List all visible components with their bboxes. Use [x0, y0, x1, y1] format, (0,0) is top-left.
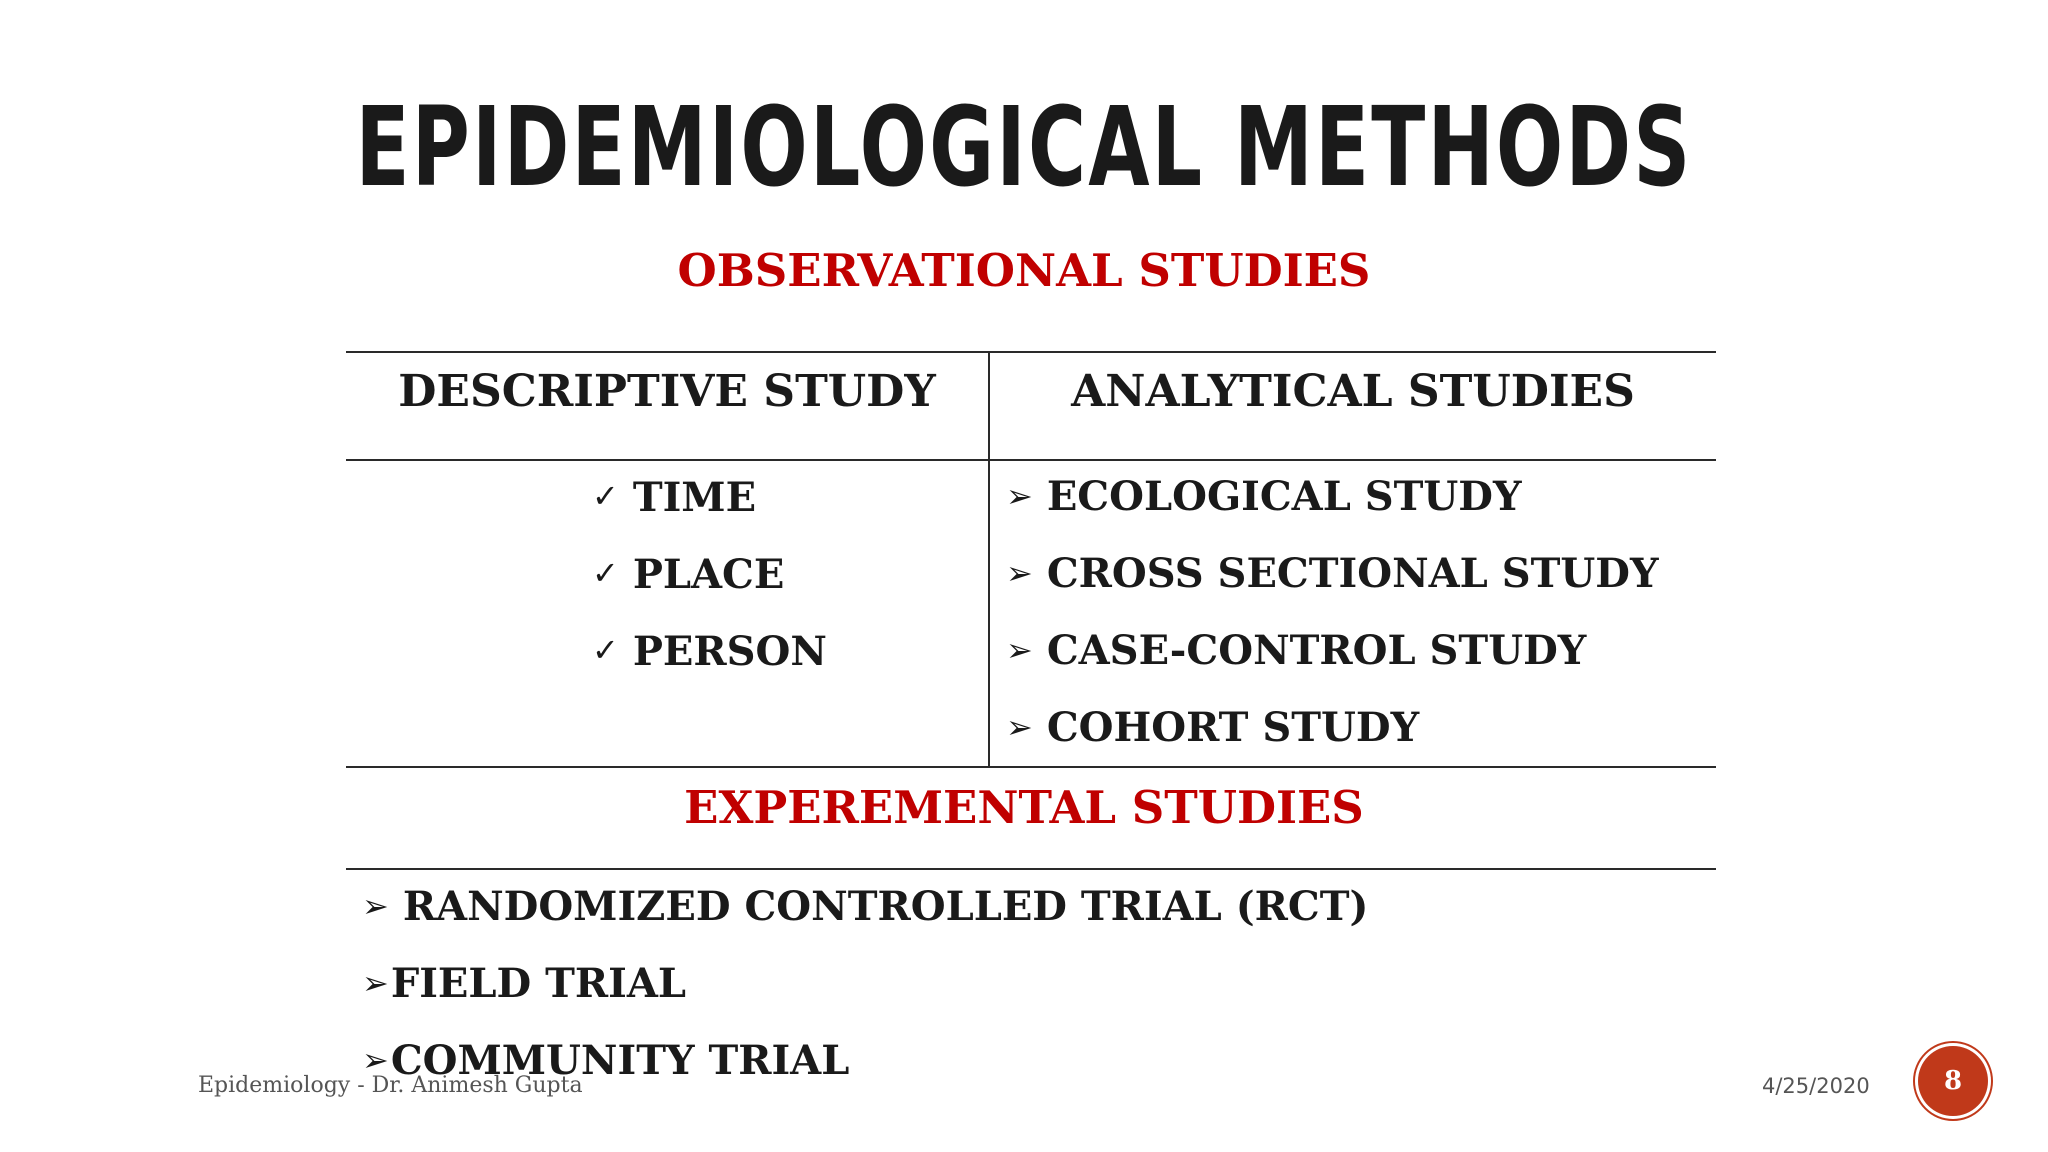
slide-title: EPIDEMIOLOGICAL METHODS	[355, 83, 1693, 211]
analytical-item-label: CASE-CONTROL STUDY	[1046, 627, 1587, 674]
analytical-item	[1006, 471, 1522, 522]
observational-heading: OBSERVATIONAL STUDIES	[677, 244, 1371, 297]
descriptive-study-header: DESCRIPTIVE STUDY	[398, 366, 936, 417]
descriptive-item	[592, 625, 827, 677]
descriptive-item	[592, 548, 784, 600]
arrow-bullet-icon: ➢	[1006, 708, 1033, 746]
table-header-rule	[346, 459, 1716, 461]
checkmark-icon: ✓	[592, 631, 619, 669]
experimental-item-label: COMMUNITY TRIAL	[390, 1037, 850, 1084]
analytical-item	[1006, 702, 1419, 753]
descriptive-item	[592, 471, 756, 523]
descriptive-item-label: PERSON	[632, 628, 827, 675]
experimental-item-label: RANDOMIZED CONTROLLED TRIAL (RCT)	[402, 883, 1369, 930]
arrow-bullet-icon: ➢	[362, 887, 389, 925]
analytical-item-label: COHORT STUDY	[1046, 704, 1420, 751]
descriptive-item-label: TIME	[632, 474, 757, 521]
checkmark-icon: ✓	[592, 554, 619, 592]
experimental-item	[362, 958, 686, 1009]
descriptive-item-label: PLACE	[632, 551, 785, 598]
experimental-item-label: FIELD TRIAL	[390, 960, 687, 1007]
table-top-rule	[346, 351, 1716, 353]
arrow-bullet-icon: ➢	[362, 1041, 389, 1079]
analytical-item-label: CROSS SECTIONAL STUDY	[1046, 550, 1659, 597]
arrow-bullet-icon: ➢	[1006, 631, 1033, 669]
experimental-rule	[346, 868, 1716, 870]
analytical-item	[1006, 625, 1586, 676]
experimental-heading: EXPEREMENTAL STUDIES	[684, 781, 1364, 834]
analytical-studies-header: ANALYTICAL STUDIES	[1071, 366, 1635, 417]
analytical-item	[1006, 548, 1659, 599]
checkmark-icon: ✓	[592, 477, 619, 515]
table-bottom-rule	[346, 766, 1716, 768]
experimental-item	[362, 881, 1368, 932]
analytical-item-label: ECOLOGICAL STUDY	[1046, 473, 1522, 520]
page-number-badge: 8	[1918, 1046, 1988, 1116]
footer-date: 4/25/2020	[1762, 1074, 1870, 1098]
arrow-bullet-icon: ➢	[1006, 477, 1033, 515]
footer-author: Epidemiology - Dr. Animesh Gupta	[198, 1073, 583, 1098]
arrow-bullet-icon: ➢	[1006, 554, 1033, 592]
arrow-bullet-icon: ➢	[362, 964, 389, 1002]
